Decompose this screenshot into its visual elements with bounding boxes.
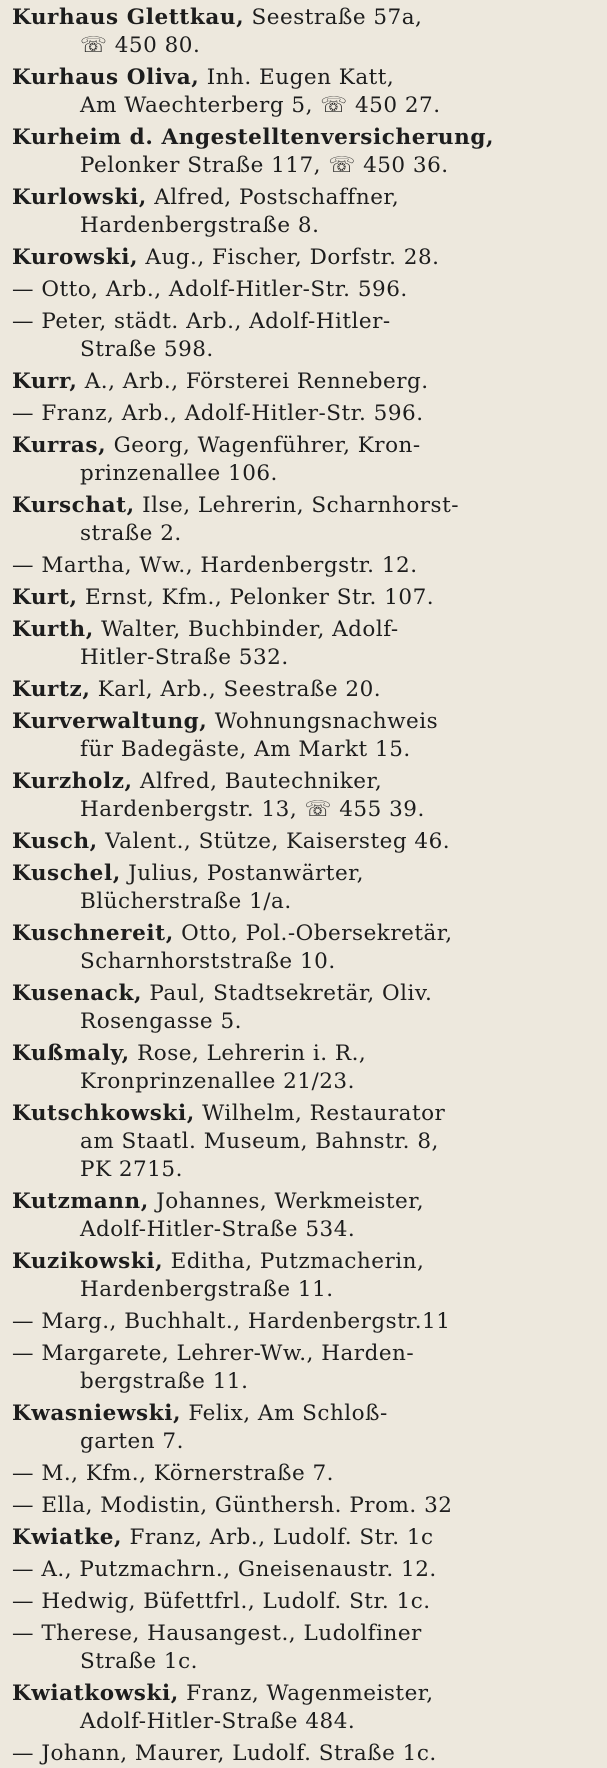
directory-entry — [12, 616, 597, 672]
entry-text: — Franz, Arb., Adolf-Hitler-Str. 596. — [12, 401, 424, 426]
entry-text: Otto, Pol.-Obersekretär, — [181, 921, 453, 946]
entry-text: Wohnungsnachweis — [214, 709, 439, 734]
directory-entry — [12, 4, 597, 60]
entry-name: Kurzholz, — [12, 769, 133, 794]
entry-text: für Badegäste, Am Markt 15. — [80, 737, 411, 762]
entry-line — [12, 1188, 597, 1216]
entry-name: Kußmaly, — [12, 1041, 130, 1066]
entry-line — [12, 1100, 597, 1128]
entry-text: — Martha, Ww., Hardenbergstr. 12. — [12, 553, 418, 578]
entry-text: prinzenallee 106. — [80, 461, 278, 486]
entry-text: garten 7. — [80, 1429, 184, 1454]
entry-text: Hitler-Straße 532. — [80, 645, 289, 670]
entry-line — [12, 708, 597, 736]
entry-name: Kurt, — [12, 585, 78, 610]
entry-line — [12, 1708, 597, 1736]
entry-name: Kurras, — [12, 433, 107, 458]
entry-text: Rose, Lehrerin i. R., — [137, 1041, 367, 1066]
entry-line — [12, 460, 597, 488]
entry-line — [12, 1368, 597, 1396]
entry-name: Kwiatkowski, — [12, 1681, 179, 1706]
entry-name: Kutzmann, — [12, 1189, 149, 1214]
entry-text: Rosengasse 5. — [80, 1009, 242, 1034]
entry-name: Kurth, — [12, 617, 94, 642]
entry-line — [12, 520, 597, 548]
entry-text: — Peter, städt. Arb., Adolf-Hitler- — [12, 309, 391, 334]
entry-line — [12, 1068, 597, 1096]
entry-name: Kurverwaltung, — [12, 709, 208, 734]
directory-entry — [12, 1340, 597, 1396]
entry-text: Blücherstraße 1/a. — [80, 889, 292, 914]
entry-line — [12, 1428, 597, 1456]
directory-entry — [12, 920, 597, 976]
directory-entry — [12, 492, 597, 548]
entry-text: Julius, Postanwärter, — [128, 861, 364, 886]
entry-text: Franz, Wagenmeister, — [186, 1681, 434, 1706]
entry-line — [12, 888, 597, 916]
entry-name: Kurhaus Glettkau, — [12, 5, 245, 30]
entry-text: Hardenbergstraße 8. — [80, 213, 320, 238]
entry-line — [12, 1492, 597, 1520]
entry-line — [12, 1248, 597, 1276]
entry-text: — Marg., Buchhalt., Hardenbergstr.11 — [12, 1309, 451, 1334]
directory-entry — [12, 828, 597, 856]
entry-line — [12, 1216, 597, 1244]
entry-line — [12, 1680, 597, 1708]
entry-line — [12, 432, 597, 460]
entry-line — [12, 1588, 597, 1616]
entry-text: — A., Putzmachrn., Gneisenaustr. 12. — [12, 1557, 437, 1582]
entry-text: Hardenbergstraße 11. — [80, 1277, 334, 1302]
entry-line — [12, 32, 597, 60]
directory-entry — [12, 1400, 597, 1456]
directory-entry — [12, 552, 597, 580]
entry-line — [12, 828, 597, 856]
entry-line — [12, 492, 597, 520]
entry-text: Inh. Eugen Katt, — [206, 65, 395, 90]
directory-entry — [12, 1100, 597, 1184]
entry-name: Kuzikowski, — [12, 1249, 164, 1274]
entry-line — [12, 152, 597, 180]
entry-text: Wilhelm, Restaurator — [202, 1101, 446, 1126]
entry-text: — Margarete, Lehrer-Ww., Harden- — [12, 1341, 415, 1366]
directory-entry — [12, 1556, 597, 1584]
entry-name: Kurlowski, — [12, 185, 147, 210]
directory-entry — [12, 1460, 597, 1488]
entry-text: — Otto, Arb., Adolf-Hitler-Str. 596. — [12, 277, 408, 302]
entry-line — [12, 4, 597, 32]
directory-entry — [12, 1188, 597, 1244]
entry-text: Editha, Putzmacherin, — [170, 1249, 425, 1274]
entry-line — [12, 1008, 597, 1036]
entry-line — [12, 644, 597, 672]
entry-line — [12, 92, 597, 120]
entry-text: Walter, Buchbinder, Adolf- — [101, 617, 399, 642]
entry-line — [12, 1620, 597, 1648]
entry-line — [12, 552, 597, 580]
entry-line — [12, 860, 597, 888]
entry-line — [12, 368, 597, 396]
entry-text: Felix, Am Schloß- — [188, 1401, 388, 1426]
entry-line — [12, 676, 597, 704]
entry-text: am Staatl. Museum, Bahnstr. 8, — [80, 1129, 439, 1154]
directory-entry — [12, 1248, 597, 1304]
entry-text: Alfred, Postschaffner, — [154, 185, 400, 210]
entry-text: — Johann, Maurer, Ludolf. Straße 1c. — [12, 1741, 437, 1766]
entry-line — [12, 980, 597, 1008]
entry-line — [12, 212, 597, 240]
entry-line — [12, 1740, 597, 1768]
entry-line — [12, 276, 597, 304]
entry-line — [12, 1524, 597, 1552]
entry-text: Ilse, Lehrerin, Scharnhorst- — [142, 493, 459, 518]
entry-name: Kwiatke, — [12, 1525, 123, 1550]
entry-line — [12, 308, 597, 336]
entry-name: Kurowski, — [12, 245, 139, 270]
directory-entry — [12, 276, 597, 304]
entry-text: Ernst, Kfm., Pelonker Str. 107. — [84, 585, 435, 610]
entry-text: Johannes, Werkmeister, — [156, 1189, 425, 1214]
entry-text: — M., Kfm., Körnerstraße 7. — [12, 1461, 335, 1486]
directory-entry — [12, 184, 597, 240]
entry-line — [12, 948, 597, 976]
entry-text: PK 2715. — [80, 1157, 183, 1182]
entry-line — [12, 616, 597, 644]
entry-text: — Hedwig, Büfettfrl., Ludolf. Str. 1c. — [12, 1589, 431, 1614]
directory-entry — [12, 1308, 597, 1336]
entry-name: Kusch, — [12, 829, 98, 854]
directory-entry — [12, 1680, 597, 1736]
entry-line — [12, 1276, 597, 1304]
entry-name: Kurschat, — [12, 493, 135, 518]
entry-line — [12, 400, 597, 428]
entry-text: bergstraße 11. — [80, 1369, 249, 1394]
directory-entry — [12, 124, 597, 180]
directory-entry — [12, 368, 597, 396]
entry-name: Kurr, — [12, 369, 78, 394]
directory-entry — [12, 1492, 597, 1520]
directory-entries — [12, 4, 597, 1768]
entry-line — [12, 1460, 597, 1488]
entry-text: Pelonker Straße 117, ☏ 450 36. — [80, 153, 449, 178]
entry-name: Kurheim d. Angestelltenversicherung, — [12, 125, 495, 150]
directory-entry — [12, 1620, 597, 1676]
directory-entry — [12, 980, 597, 1036]
directory-entry — [12, 768, 597, 824]
entry-text: Aug., Fischer, Dorfstr. 28. — [145, 245, 440, 270]
entry-name: Kuschel, — [12, 861, 121, 886]
entry-text: A., Arb., Försterei Renneberg. — [84, 369, 429, 394]
entry-name: Kutschkowski, — [12, 1101, 195, 1126]
entry-text: — Ella, Modistin, Günthersh. Prom. 32 — [12, 1493, 453, 1518]
entry-line — [12, 244, 597, 272]
entry-line — [12, 64, 597, 92]
entry-line — [12, 796, 597, 824]
directory-entry — [12, 1740, 597, 1768]
directory-entry — [12, 584, 597, 612]
directory-entry — [12, 1524, 597, 1552]
entry-name: Kuschnereit, — [12, 921, 174, 946]
entry-line — [12, 1648, 597, 1676]
entry-text: Georg, Wagenführer, Kron- — [113, 433, 421, 458]
directory-entry — [12, 708, 597, 764]
entry-line — [12, 1556, 597, 1584]
entry-line — [12, 184, 597, 212]
directory-entry — [12, 1588, 597, 1616]
entry-line — [12, 1308, 597, 1336]
entry-text: Hardenbergstr. 13, ☏ 455 39. — [80, 797, 425, 822]
entry-text: Seestraße 57a, — [251, 5, 423, 30]
entry-line — [12, 768, 597, 796]
entry-text: Adolf-Hitler-Straße 484. — [80, 1709, 356, 1734]
entry-name: Kwasniewski, — [12, 1401, 182, 1426]
entry-name: Kusenack, — [12, 981, 143, 1006]
entry-line — [12, 124, 597, 152]
entry-name: Kurhaus Oliva, — [12, 65, 200, 90]
entry-line — [12, 1340, 597, 1368]
directory-entry — [12, 244, 597, 272]
directory-entry — [12, 676, 597, 704]
entry-line — [12, 920, 597, 948]
entry-text: Scharnhorststraße 10. — [80, 949, 336, 974]
entry-text: Am Waechterberg 5, ☏ 450 27. — [80, 93, 441, 118]
directory-entry — [12, 400, 597, 428]
entry-text: Kronprinzenallee 21/23. — [80, 1069, 355, 1094]
entry-text: Karl, Arb., Seestraße 20. — [97, 677, 382, 702]
entry-line — [12, 1400, 597, 1428]
entry-line — [12, 1128, 597, 1156]
directory-entry — [12, 64, 597, 120]
entry-line — [12, 1156, 597, 1184]
entry-text: Adolf-Hitler-Straße 534. — [80, 1217, 356, 1242]
entry-text: Paul, Stadtsekretär, Oliv. — [149, 981, 433, 1006]
entry-text: Franz, Arb., Ludolf. Str. 1c — [129, 1525, 434, 1550]
entry-text: — Therese, Hausangest., Ludolfiner — [12, 1621, 422, 1646]
entry-text: Straße 1c. — [80, 1649, 198, 1674]
entry-text: ☏ 450 80. — [80, 33, 201, 58]
entry-line — [12, 1040, 597, 1068]
entry-text: Straße 598. — [80, 337, 214, 362]
entry-line — [12, 584, 597, 612]
directory-entry — [12, 432, 597, 488]
entry-text: straße 2. — [80, 521, 182, 546]
entry-line — [12, 736, 597, 764]
entry-line — [12, 336, 597, 364]
directory-entry — [12, 860, 597, 916]
directory-entry — [12, 1040, 597, 1096]
directory-entry — [12, 308, 597, 364]
entry-text: Alfred, Bautechniker, — [139, 769, 383, 794]
entry-text: Valent., Stütze, Kaisersteg 46. — [105, 829, 451, 854]
entry-name: Kurtz, — [12, 677, 91, 702]
